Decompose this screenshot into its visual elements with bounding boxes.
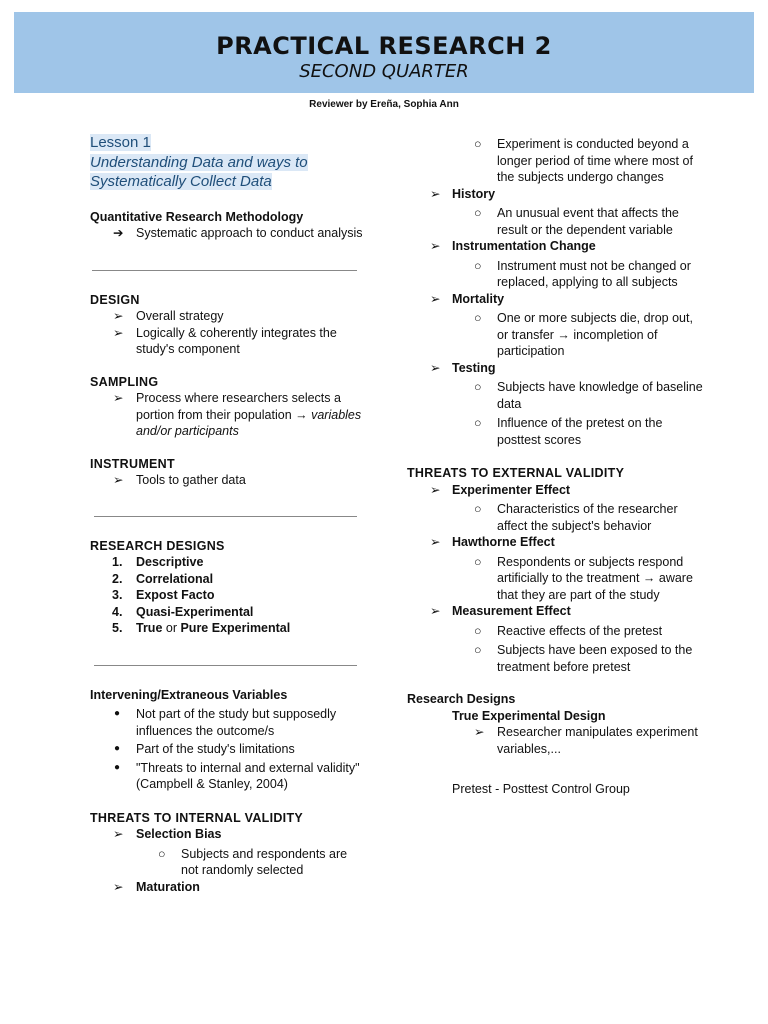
chevron-icon: ➢ <box>430 360 441 375</box>
chevron-icon: ➢ <box>113 879 124 894</box>
circle-icon: ○ <box>474 137 482 151</box>
list-item: ➢ Testing <box>430 360 496 375</box>
page-title: PRACTICAL RESEARCH 2 <box>216 32 552 60</box>
arrow-icon: ➔ <box>113 226 124 240</box>
chevron-icon: ➢ <box>430 604 441 618</box>
circle-icon: ○ <box>474 643 482 657</box>
list-item: ○ Subjects have been exposed to the treatment before pretest <box>474 643 693 674</box>
list-item: ➢ History <box>430 186 496 201</box>
list-item: ○ Reactive effects of the pretest <box>474 623 663 638</box>
list-item: 4. Quasi-Experimental <box>112 604 254 619</box>
chevron-icon: ➢ <box>430 535 441 549</box>
list-item: ● "Threats to internal and external validity" <box>114 760 360 775</box>
circle-icon: ○ <box>474 311 482 325</box>
list-item: ➢ Overall strategy <box>113 309 224 323</box>
variables-heading: Intervening/Extraneous Variables <box>90 687 288 702</box>
list-item: ➢ Measurement Effect <box>430 604 571 618</box>
circle-icon: ○ <box>474 416 482 430</box>
bullet-icon: ● <box>114 761 121 773</box>
design-heading: DESIGN <box>90 292 140 307</box>
list-item: ○ Respondents or subjects respond artificially to the treatment → aware that they are part of the study <box>474 554 693 602</box>
lesson-title-line1: Understanding Data and ways to <box>90 153 308 171</box>
divider <box>94 516 357 517</box>
circle-icon: ○ <box>474 380 482 394</box>
chevron-icon: ➢ <box>474 725 485 739</box>
true-experimental-heading: True Experimental Design <box>452 708 606 723</box>
list-item: ➢ Experimenter Effect <box>430 482 571 497</box>
research-designs-heading: RESEARCH DESIGNS <box>90 538 225 553</box>
list-item: ○ Subjects have knowledge of baseline data <box>474 380 703 411</box>
list-item: 5. True or Pure Experimental <box>112 621 291 635</box>
chevron-icon: ➢ <box>113 325 124 340</box>
chevron-icon: ➢ <box>113 309 124 323</box>
list-item: ● Not part of the study but supposedly influences the outcome/s <box>114 707 337 738</box>
list-item: ○ Experiment is conducted beyond a longer period of time where most of the subjects undergo changes <box>474 137 693 184</box>
list-item: ➢ Researcher manipulates experiment variables,... <box>474 725 698 756</box>
list-item: ○ Characteristics of the researcher affect the subject's behavior <box>474 502 678 533</box>
divider <box>94 665 357 666</box>
list-item: 1. Descriptive <box>112 555 204 569</box>
reviewer-credit: Reviewer by Ereña, Sophia Ann <box>309 99 459 110</box>
list-item: ○ Influence of the pretest on the posttest scores <box>474 416 663 447</box>
list-item: 2. Correlational <box>112 571 214 586</box>
internal-validity-heading: THREATS TO INTERNAL VALIDITY <box>90 810 304 825</box>
list-item: ○ Instrument must not be changed or replaced, applying to all subjects <box>474 258 691 289</box>
circle-icon: ○ <box>474 554 482 569</box>
list-item: ➢ Mortality <box>430 291 505 306</box>
list-item: ○ Subjects and respondents are not randomly selected <box>158 846 348 877</box>
list-item: ➢ Selection Bias <box>113 827 222 841</box>
chevron-icon: ➢ <box>113 473 124 487</box>
circle-icon: ○ <box>474 502 482 516</box>
chevron-icon: ➢ <box>113 827 124 841</box>
circle-icon: ○ <box>474 206 482 220</box>
external-validity-heading: THREATS TO EXTERNAL VALIDITY <box>407 466 625 480</box>
circle-icon: ○ <box>158 846 166 861</box>
circle-icon: ○ <box>474 623 482 638</box>
design-label: Pretest - Posttest Control Group <box>452 782 630 796</box>
quant-heading: Quantitative Research Methodology <box>90 209 304 224</box>
list-item: ➢ Process where researchers selects a portion from their population → variables and/or participants <box>113 391 362 438</box>
research-designs-subheading: Research Designs <box>407 692 516 706</box>
list-item: 3. Expost Facto <box>112 588 215 602</box>
right-column <box>407 136 707 798</box>
circle-icon: ○ <box>474 258 482 273</box>
title-banner <box>14 12 754 93</box>
sampling-heading: SAMPLING <box>90 374 159 389</box>
divider <box>92 270 357 271</box>
list-item: ➢ Tools to gather data <box>113 473 246 487</box>
instrument-heading: INSTRUMENT <box>90 456 175 471</box>
chevron-icon: ➢ <box>430 482 441 497</box>
chevron-icon: ➢ <box>113 391 124 405</box>
lesson-heading <box>90 133 365 192</box>
left-column <box>90 133 365 895</box>
bullet-icon: ● <box>114 743 121 754</box>
lesson-title-line2: Systematically Collect Data <box>90 173 272 190</box>
chevron-icon: ➢ <box>430 291 441 306</box>
list-item: ➢ Instrumentation Change <box>430 239 596 253</box>
list-item: ○ An unusual event that affects the result or the dependent variable <box>474 206 679 237</box>
list-item: ● Part of the study's limitations <box>114 742 295 756</box>
page-subtitle: SECOND QUARTER <box>299 61 469 82</box>
lesson-label: Lesson 1 <box>90 134 151 151</box>
chevron-icon: ➢ <box>430 239 441 253</box>
list-item: ○ One or more subjects die, drop out, or transfer → incompletion of participation <box>474 311 693 358</box>
list-item: ➔ Systematic approach to conduct analysis <box>113 226 363 240</box>
list-item: ➢ Maturation <box>113 879 200 894</box>
list-item: ➢ Hawthorne Effect <box>430 535 555 549</box>
chevron-icon: ➢ <box>430 186 441 201</box>
citation: (Campbell & Stanley, 2004) <box>136 777 288 791</box>
bullet-icon: ● <box>114 708 121 719</box>
list-item: ➢ Logically & coherently integrates the study's component <box>113 325 337 356</box>
